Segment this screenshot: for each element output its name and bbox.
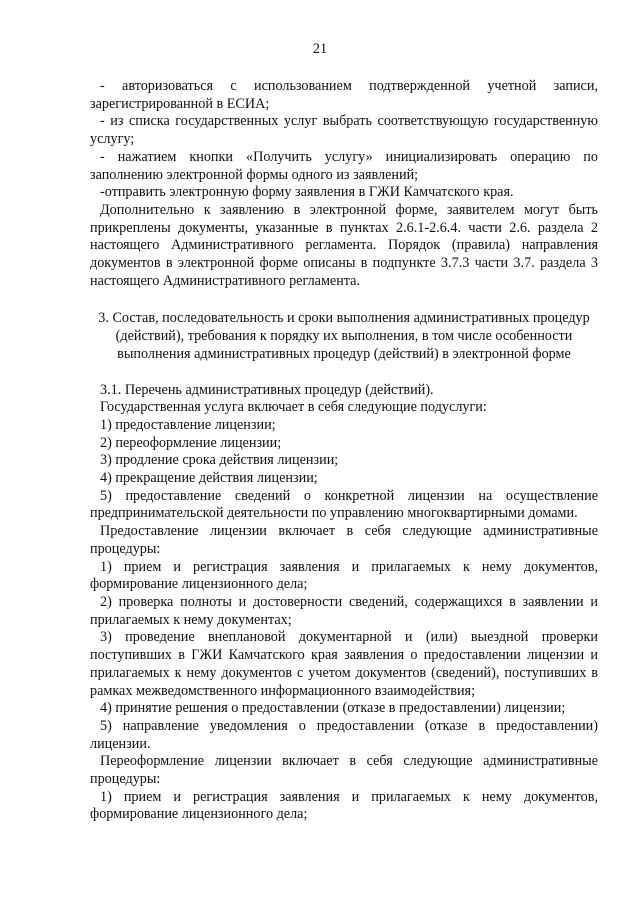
paragraph: Предоставление лицензии включает в себя следующие административные процедуры: — [90, 523, 598, 557]
list-item: 3) проведение внеплановой документарной и (или) выездной проверки поступивших в ГЖИ Камчатского края заявления о предоставлении лицензии и прилагаемых к нему документов с учетом документов (сведений), поступивших в рамках межведомственного информационного взаимодействия; — [90, 629, 598, 699]
section-heading: 3. Состав, последовательность и сроки выполнения административных процедур (действий), требования к порядку их выполнения, в том числе особенности выполнения административных процедур (действий) в электронной форме — [98, 310, 590, 362]
list-item: 4) принятие решения о предоставлении (отказе в предоставлении) лицензии; — [100, 700, 566, 717]
paragraph: - из списка государственных услуг выбрать соответствующую государственную услугу; — [90, 113, 598, 148]
paragraph: -отправить электронную форму заявления в ГЖИ Камчатского края. — [100, 184, 514, 201]
list-item: 1) прием и регистрация заявления и прилагаемых к нему документов, формирование лицензионного дела; — [90, 788, 598, 823]
list-item: 4) прекращение действия лицензии; — [100, 470, 318, 487]
paragraph: - нажатием кнопки «Получить услугу» инициализировать операцию по заполнению электронной формы одного из заявлений; — [90, 148, 598, 183]
paragraph: 3.1. Перечень административных процедур (действий). — [100, 381, 434, 398]
paragraph: Переоформление лицензии включает в себя следующие административные процедуры: — [90, 753, 598, 788]
list-item: 2) проверка полноты и достоверности сведений, содержащихся в заявлении и прилагаемых к нему документах; — [90, 593, 598, 628]
document-body — [90, 78, 598, 824]
list-item: 1) предоставление лицензии; — [100, 416, 276, 433]
list-item: 1) прием и регистрация заявления и прилагаемых к нему документов, формирование лицензионного дела; — [90, 558, 598, 593]
page-number: 21 — [312, 41, 328, 57]
paragraph: Государственная услуга включает в себя следующие подуслуги: — [100, 399, 487, 416]
list-item: 3) продление срока действия лицензии; — [100, 452, 339, 469]
paragraph: - авторизоваться с использованием подтвержденной учетной записи, зарегистрированной в ЕСИА; — [90, 78, 598, 112]
list-item: 5) направление уведомления о предоставлении (отказе в предоставлении) лицензии. — [90, 717, 598, 752]
paragraph: Дополнительно к заявлению в электронной форме, заявителем могут быть прикреплены документы, указанные в пунктах 2.6.1-2.6.4. части 2.6. раздела 2 настоящего Административного регламента. Порядок (правила) направления документов в электронной форме описаны в подпункте 3.7.3 части 3.7. раздела 3 настоящего Административного регламента. — [90, 201, 598, 289]
list-item: 2) переоформление лицензии; — [100, 434, 282, 451]
list-item: 5) предоставление сведений о конкретной лицензии на осуществление предпринимательской деятельности по управлению многоквартирными домами. — [90, 487, 598, 522]
